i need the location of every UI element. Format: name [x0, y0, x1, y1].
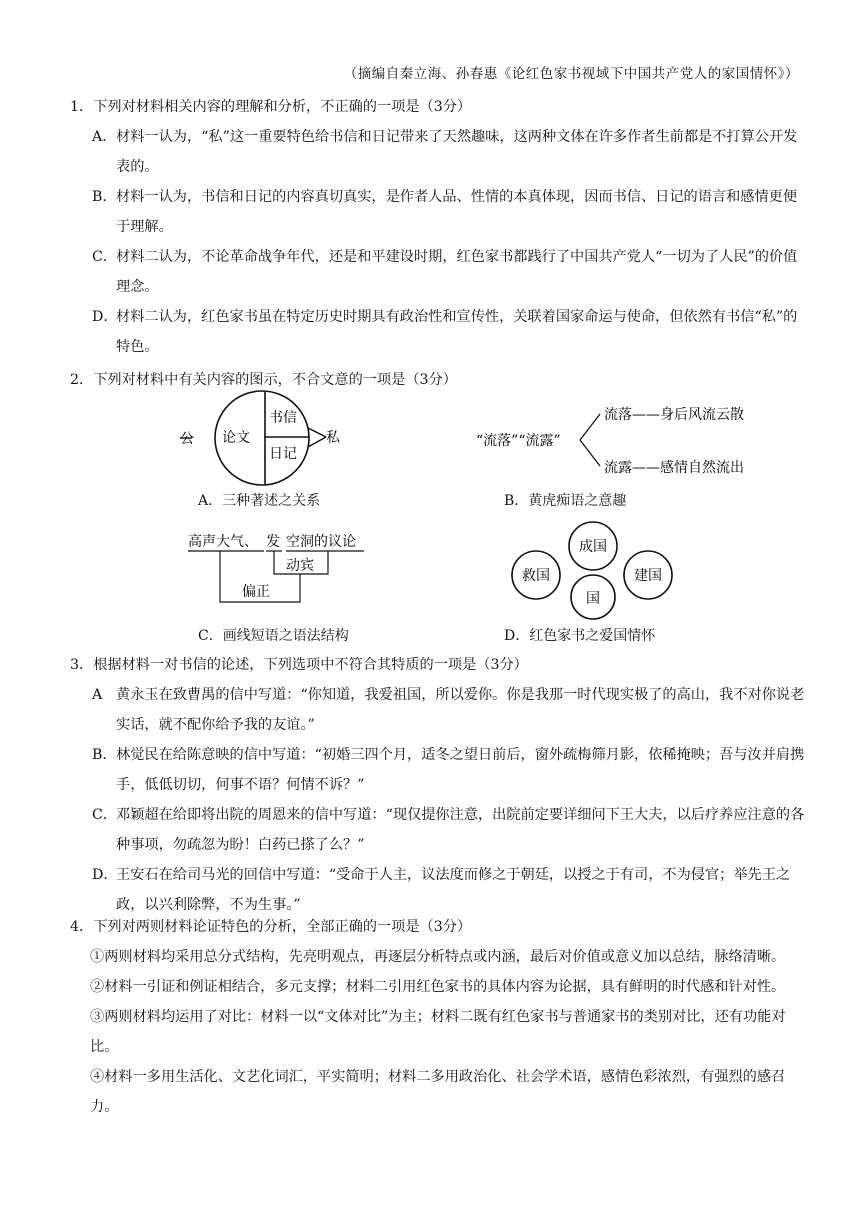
question-1-title: 1．下列对材料相关内容的理解和分析，不正确的一项是（3分） — [70, 99, 472, 115]
figure-c-phrase-left: 高声大气、 — [188, 534, 258, 550]
source-citation: （摘编自秦立海、孙春惠《论红色家书视域下中国共产党人的家国情怀》） — [343, 66, 799, 82]
question-1-option-a: A． 材料一认为，“私”这一重要特色给书信和日记带来了天然趣味，这两种文体在许多作者生前都是不打算公开发表的。 — [92, 129, 798, 175]
figure-c-diagram — [186, 530, 376, 610]
question-4-title: 4．下列对两则材料论证特色的分析，全部正确的一项是（3分） — [70, 919, 472, 935]
question-3-title: 3．根据材料一对书信的论述，下列选项中不符合其特质的一项是（3分） — [70, 657, 528, 673]
figure-a-diagram — [180, 390, 360, 490]
figure-a-center-label: 论文 — [222, 430, 250, 446]
figure-b-top-label: 流落——身后风流云散 — [604, 407, 744, 423]
question-1-option-c: C． 材料二认为，不论革命战争年代，还是和平建设时期，红色家书都践行了中国共产党人“一切为了人民”的价值理念。 — [92, 249, 798, 295]
question-4-statement-1: ①两则材料均采用总分式结构，先亮明观点，再逐层分析特点或内涵，最后对价值或意义加以总结，脉络清晰。 — [90, 949, 786, 965]
figure-c-box-dongbin: 动宾 — [286, 558, 314, 574]
figure-c-caption: C．画线短语之语法结构 — [198, 628, 349, 644]
figure-c-phrase-right: 空洞的议论 — [286, 534, 356, 550]
figure-a-bottom-right-label: 日记 — [269, 446, 297, 462]
figure-d-top-label: 成国 — [579, 539, 607, 555]
question-3-option-d: D． 王安石在给司马光的回信中写道：“受命于人主，议法度而修之于朝廷，以授之于有司，不为侵官；举先王之政，以兴利除弊，不为生事。” — [92, 867, 791, 913]
question-4-statement-3: ③两则材料均运用了对比：材料一以“文体对比”为主；材料二既有红色家书与普通家书的类别对比，还有功能对比。 — [90, 1009, 786, 1055]
figure-c-verb: 发 — [266, 534, 280, 550]
question-1-option-b: B． 材料一认为，书信和日记的内容真切真实，是作者人品、性情的本真体现，因而书信、日记的语言和感情更便于理解。 — [92, 189, 798, 235]
question-4 — [70, 912, 805, 1122]
question-3 — [70, 650, 805, 920]
figure-d-caption: D．红色家书之爱国情怀 — [504, 628, 656, 644]
question-4-statement-4: ④材料一多用生活化、文艺化词汇，平实简明；材料二多用政治化、社会学术语，感情色彩浓烈，有强烈的感召力。 — [90, 1069, 786, 1115]
figure-a-left-label: 公 — [180, 431, 194, 447]
figure-d-right-label: 建国 — [634, 568, 662, 584]
figure-a-top-right-label: 书信 — [269, 410, 297, 426]
question-2-title: 2．下列对材料中有关内容的图示，不合文意的一项是（3分） — [70, 372, 457, 388]
figure-d-diagram — [508, 520, 678, 620]
figure-b-caption: B．黄虎痴语之意趣 — [504, 493, 627, 509]
figure-b-bottom-label: 流露——感情自然流出 — [604, 460, 744, 476]
figure-b-root-label: “流落”“流露” — [476, 433, 561, 449]
figure-d-left-label: 救国 — [522, 568, 550, 584]
figure-a-caption: A．三种著述之关系 — [198, 493, 321, 509]
question-1 — [70, 92, 805, 362]
question-3-option-b: B． 林觉民在给陈意映的信中写道：“初婚三四个月，适冬之望日前后，窗外疏梅筛月影，依稀掩映；吾与汝并肩携手，低低切切，何事不语？何情不诉？” — [92, 747, 805, 793]
question-4-statement-2: ②材料一引证和例证相结合，多元支撑；材料二引用红色家书的具体内容为论据，具有鲜明的时代感和针对性。 — [90, 979, 786, 995]
figure-c-box-pianzheng: 偏正 — [242, 584, 270, 600]
question-3-option-a: A 黄永玉在致曹禺的信中写道：“你知道，我爱祖国，所以爱你。你是我那一时代现实极了的高山，我不对你说老实话，就不配你给予我的友谊。” — [92, 687, 805, 733]
figure-d-center-label: 国 — [586, 591, 600, 607]
question-1-option-d: D． 材料二认为，红色家书虽在特定历史时期具有政治性和宣传性，关联着国家命运与使命，但依然有书信“私”的特色。 — [92, 309, 798, 355]
figure-b-diagram — [476, 400, 776, 480]
question-3-option-c: C． 邓颖超在给即将出院的周恩来的信中写道：“现仅提你注意，出院前定要详细问下王大夫，以后疗养应注意的各种事项，勿疏忽为盼！白药已搽了么？” — [92, 807, 805, 853]
figure-a-right-label: 私 — [326, 430, 340, 446]
